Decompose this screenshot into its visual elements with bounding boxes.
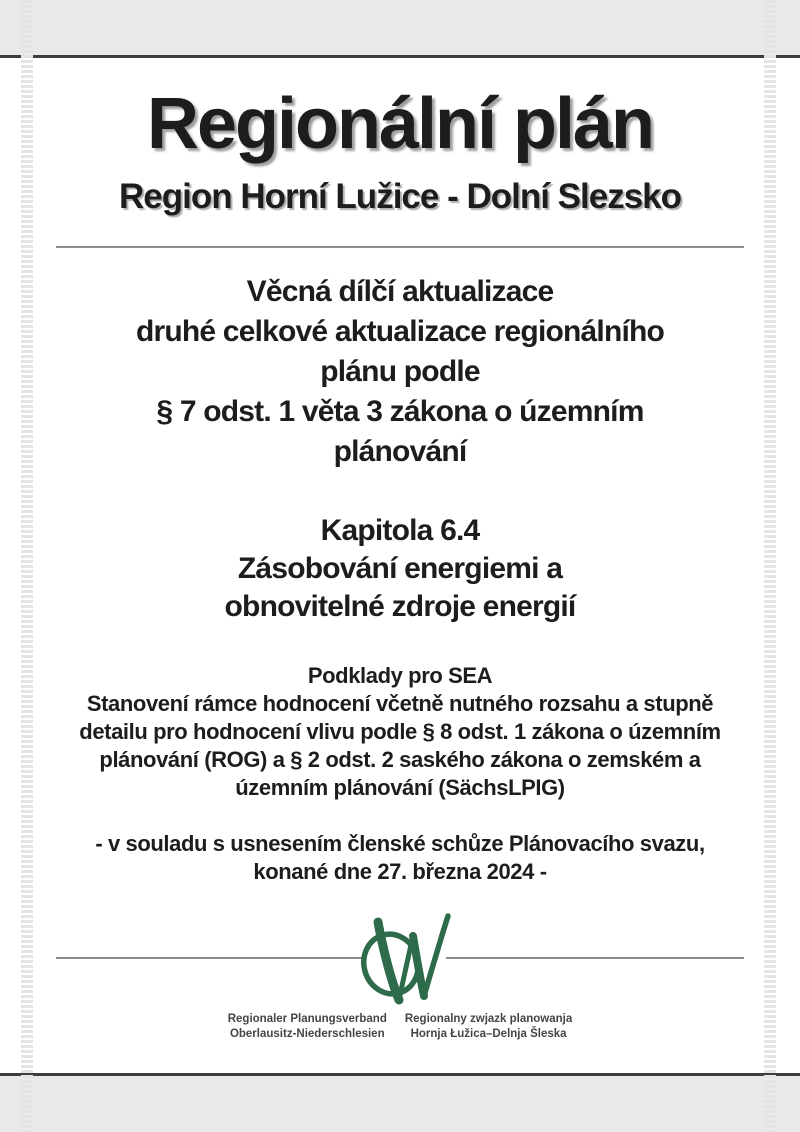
text-line: druhé celkové aktualizace regionálního — [135, 315, 665, 348]
document-title: Regionální plán — [146, 84, 654, 164]
update-notice-block — [0, 272, 800, 472]
chapter-block — [0, 512, 800, 626]
org-region-line: Hornja Łužica–Delnja Šleska — [410, 1028, 567, 1040]
bottom-divider-rule-left — [56, 957, 362, 959]
footer-organizations — [0, 1012, 800, 1042]
brush-w-logo-icon — [357, 910, 451, 1010]
org-sorbian — [405, 1012, 572, 1042]
text-line: plánu podle — [320, 355, 480, 388]
sea-basis-block — [0, 662, 800, 802]
text-line: Stanovení rámce hodnocení včetně nutného rozsahu a stupně — [86, 691, 714, 716]
text-line: plánování — [333, 435, 467, 468]
right-binding-perforation — [764, 0, 776, 1132]
resolution-block — [0, 830, 800, 886]
text-line: Zásobování energiemi a — [237, 552, 563, 585]
org-name-line: Regionalny zwjazk planowanja — [404, 1013, 573, 1025]
bottom-margin-band — [0, 1073, 800, 1132]
left-binding-perforation — [21, 0, 33, 1132]
chapter-number-line: Kapitola 6.4 — [320, 514, 480, 547]
document-subtitle: Region Horní Lužice - Dolní Slezsko — [119, 177, 681, 216]
org-german — [228, 1012, 387, 1042]
text-line: plánování (ROG) a § 2 odst. 2 saského zákona o zemském a — [99, 747, 701, 772]
org-region-line: Oberlausitz-Niederschlesien — [229, 1028, 385, 1040]
top-divider-rule — [56, 246, 744, 248]
text-line: § 7 odst. 1 věta 3 zákona o územním — [156, 395, 644, 428]
text-line: konané dne 27. března 2024 - — [253, 859, 547, 884]
org-name-line: Regionaler Planungsverband — [227, 1013, 387, 1025]
text-line: územním plánování (SächsLPIG) — [235, 775, 565, 800]
text-line: obnovitelné zdroje energií — [224, 590, 576, 623]
top-margin-band — [0, 0, 800, 58]
text-line: - v souladu s usnesením členské schůze Plánovacího svazu, — [95, 831, 705, 856]
text-line: Věcná dílčí aktualizace — [246, 275, 554, 308]
sea-heading: Podklady pro SEA — [307, 663, 493, 688]
bottom-divider-rule-right — [446, 957, 744, 959]
text-line: detailu pro hodnocení vlivu podle § 8 odst. 1 zákona o územním — [79, 719, 721, 744]
